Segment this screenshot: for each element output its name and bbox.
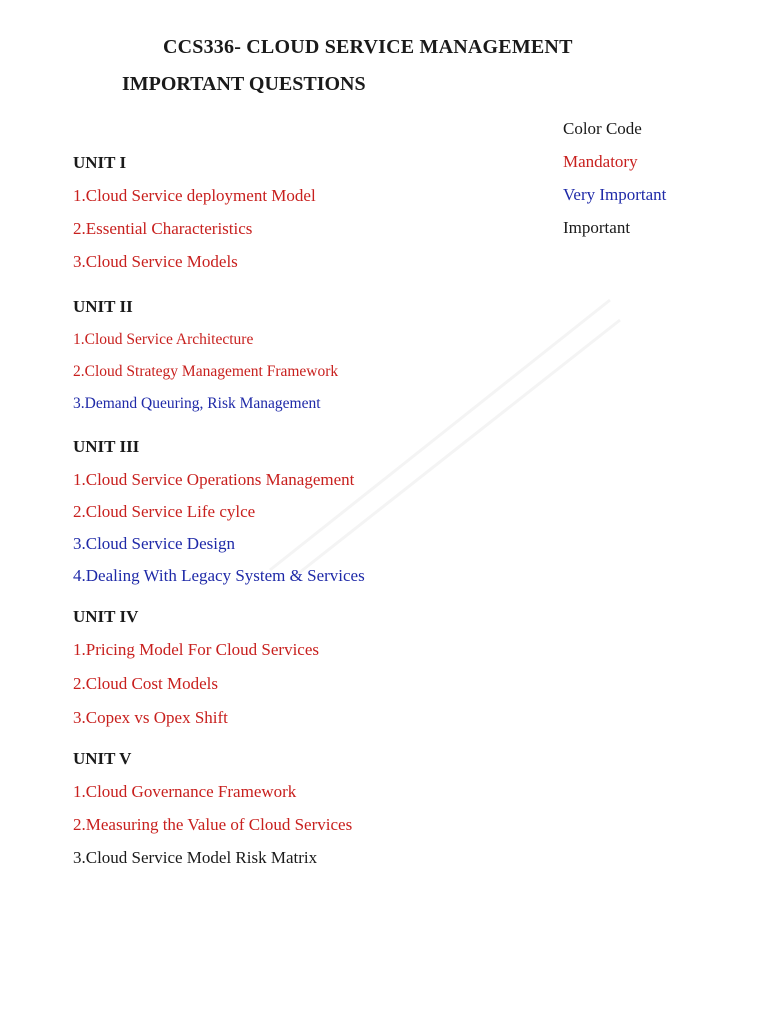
unit-heading: UNIT IV — [73, 607, 139, 626]
document-subtitle: IMPORTANT QUESTIONS — [122, 73, 366, 95]
question-item: 3.Cloud Service Design — [73, 534, 235, 553]
legend-title: Color Code — [563, 119, 642, 138]
units-list — [73, 153, 543, 881]
question-item: 3.Demand Queuring, Risk Management — [73, 395, 321, 412]
question-item: 4.Dealing With Legacy System & Services — [73, 566, 365, 585]
question-item: 3.Copex vs Opex Shift — [73, 708, 228, 727]
question-item: 1.Cloud Governance Framework — [73, 782, 297, 801]
question-item: 1.Cloud Service deployment Model — [73, 186, 316, 205]
question-item: 1.Pricing Model For Cloud Services — [73, 640, 320, 659]
unit-heading: UNIT II — [73, 297, 133, 316]
question-item: 2.Essential Characteristics — [73, 219, 253, 238]
question-item: 2.Cloud Strategy Management Framework — [73, 363, 339, 380]
unit-section-3 — [73, 437, 543, 607]
legend-item-mandatory: Mandatory — [563, 152, 638, 171]
question-item: 2.Cloud Service Life cylce — [73, 502, 256, 521]
unit-section-1 — [73, 153, 543, 297]
unit-section-4 — [73, 607, 543, 749]
legend-item-very-important: Very Important — [563, 185, 667, 204]
unit-section-5 — [73, 749, 543, 881]
unit-section-2 — [73, 297, 543, 437]
question-item: 1.Cloud Service Operations Management — [73, 470, 355, 489]
unit-heading: UNIT I — [73, 153, 127, 172]
question-item: 2.Measuring the Value of Cloud Services — [73, 815, 353, 834]
question-item: 3.Cloud Service Model Risk Matrix — [73, 848, 318, 867]
document-title: CCS336- CLOUD SERVICE MANAGEMENT — [163, 36, 573, 58]
question-item: 3.Cloud Service Models — [73, 252, 238, 271]
unit-heading: UNIT V — [73, 749, 132, 768]
question-item: 1.Cloud Service Architecture — [73, 331, 254, 348]
color-code-legend — [563, 119, 753, 251]
legend-item-important: Important — [563, 218, 631, 237]
question-item: 2.Cloud Cost Models — [73, 674, 218, 693]
unit-heading: UNIT III — [73, 437, 140, 456]
